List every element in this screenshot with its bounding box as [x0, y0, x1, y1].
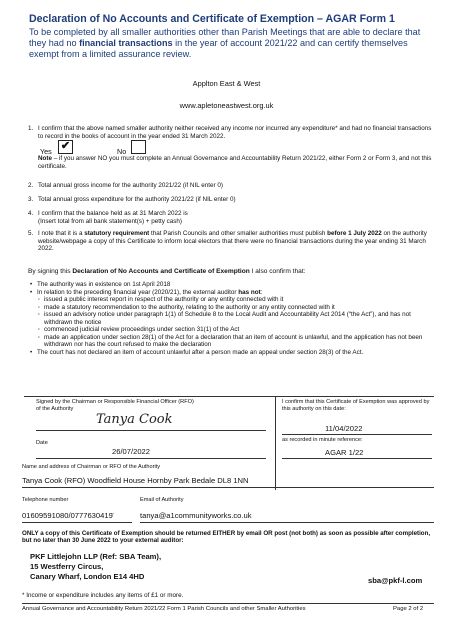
item-5-text [38, 230, 434, 253]
no-label: No [117, 147, 127, 156]
declaration-bullet-2 [30, 289, 434, 297]
signature-divider [275, 396, 276, 490]
auditor-line-1: PKF Littlejohn LLP (Ref: SBA Team), [30, 552, 162, 561]
intro-bold: financial transactions [79, 38, 173, 49]
auditor-email[interactable]: sba@pkf-l.com [368, 576, 423, 585]
item-5-part-b: that Parish Councils and other smaller authorities must publish [149, 230, 328, 237]
intro-part-2: in the year of account 2021/22 and can certify themselves exempt from a limited assurance review. [29, 38, 408, 60]
item-4-text [38, 210, 434, 225]
minute-label: as recorded in minute reference: [282, 437, 363, 443]
yes-checkbox[interactable] [58, 140, 73, 154]
bullet-2-colon: : [260, 288, 263, 296]
signature-top-rule [24, 396, 434, 397]
sub-bullet-5: · made an application under section 28(1) of the Act for a declaration that an item of account is unlawful, and the application has not been withdrawn nor has the court refused to make the declaration [30, 334, 434, 349]
return-instructions: ONLY a copy of this Certificate of Exemption should be returned EITHER by email OR post (not both) as soon as possible after completion, but no later than 30 June 2022 to your external auditor: [22, 530, 431, 545]
intro-text [29, 27, 429, 61]
item-3-number: 3. [28, 196, 34, 203]
item-5-part-c: on the authority website/webpage a copy of this Certificate to inform local electors that there were no financial transactions during the year ending 31 March 2022. [38, 230, 427, 252]
name-address-value: Tanya Cook (RFO) Woodfield House Hornby Park Bedale DL8 1NN [22, 476, 249, 485]
date-label: Date [36, 440, 48, 446]
email-value: tanya@a1communityworks.co.uk [140, 511, 252, 520]
email-label: Email of Authority [140, 497, 184, 503]
phone-label: Telephone number [22, 497, 69, 503]
note-text: – if you answer NO you must complete an Annual Governance and Accountability Return 2021/22, either Form 2 or Form 3, and not this certificate. [38, 155, 432, 170]
footer-left: Annual Governance and Accountability Return 2021/22 Form 1 Parish Councils and other Smaller Authorities [22, 606, 306, 612]
item-4-line-1: I confirm that the balance held as at 31 March 2022 is [38, 210, 188, 217]
approval-date: 11/04/2022 [325, 424, 363, 433]
email-line [140, 522, 434, 523]
minute-ref: AGAR 1/22 [325, 448, 364, 457]
date-value: 26/07/2022 [112, 447, 151, 456]
item-5-number: 5. [28, 230, 34, 237]
authority-name: Applton East & West [192, 79, 261, 88]
declaration-lead-1: By signing this [28, 268, 73, 275]
item-5-part-a: I note that it is a [38, 230, 85, 237]
item-3-text: Total annual gross expenditure for the authority 2021/22 (if NIL enter 0) [38, 196, 236, 203]
item-4-number: 4. [28, 210, 34, 217]
sub-bullet-4: · commenced judicial review proceedings under section 31(1) of the Act [30, 326, 434, 334]
auditor-address [30, 552, 161, 583]
bullet-2-bold: has not [238, 288, 261, 296]
name-address-label: Name and address of Chairman or RFO of the Authority [22, 464, 161, 470]
footnote: * Income or expenditure includes any items of £1 or more. [22, 592, 184, 599]
item-2-text: Total annual gross income for the authority 2021/22 (if NIL enter 0) [38, 182, 223, 189]
sub-bullet-1: · issued a public interest report in respect of the authority or any entity connected with it [30, 296, 434, 304]
auditor-line-3: Canary Wharf, London E14 4HD [30, 572, 145, 582]
approval-label: I confirm that this Certificate of Exemption was approved by this authority on this date: [282, 399, 430, 412]
phone-line [22, 522, 132, 523]
auditor-line-2: 15 Westferry Circus, [30, 562, 104, 572]
sub-bullet-2: · made a statutory recommendation to the authority, relating to the authority or any entity connected with it [30, 304, 434, 312]
declaration-lead [28, 268, 434, 276]
yesno-note [38, 155, 434, 170]
item-1-text: I confirm that the above named smaller authority neither received any income nor incurred any expenditure* and had no financial transactions to record in the books of account in the year ended 31 March 2022. [38, 125, 432, 140]
footer-page: Page 2 of 2 [393, 606, 424, 612]
item-2-number: 2. [28, 182, 34, 189]
signed-label: Signed by the Chairman or Responsible Financial Officer (RFO) of the Authority [36, 399, 194, 412]
approval-line [282, 434, 432, 435]
item-1-number: 1. [28, 125, 34, 132]
page-title: Declaration of No Accounts and Certificate of Exemption – AGAR Form 1 [29, 13, 395, 25]
authority-website: www.apletoneastwest.org.uk [179, 101, 274, 110]
declaration-bullet-1: • The authority was in existence on 1st April 2018 [30, 281, 434, 289]
declaration-bullet-3: • The court has not declared an item of account unlawful after a person made an appeal under section 28(3) of the Act. [30, 349, 434, 357]
yes-label: Yes [40, 147, 52, 156]
date-line [36, 458, 266, 459]
signature-line [36, 430, 266, 431]
item-4-line-2: (Insert total from all bank statement(s) + petty cash) [38, 217, 183, 225]
bullet-2-text: In relation to the preceding financial year (2020/21), the external auditor [37, 288, 239, 296]
item-5-bold-1: statutory requirement [84, 230, 150, 237]
name-address-line [22, 487, 434, 488]
minute-line [282, 458, 432, 459]
item-5-bold-2: before 1 July 2022 [327, 230, 382, 237]
phone-value: 01609591080/0777630419̈ [22, 511, 113, 520]
item-1 [28, 125, 434, 143]
signature: Tanya Cook [96, 412, 173, 427]
sub-bullet-3: · issued an advisory notice under paragraph 1(1) of Schedule 8 to the Local Audit and Accountability Act 2014 (“the Act”), and has not withdrawn the notice [30, 311, 434, 326]
check-mark-icon: ✔ [60, 140, 71, 152]
footer-rule [22, 603, 434, 604]
no-checkbox[interactable] [131, 140, 146, 154]
declaration-lead-2: I also confirm that: [249, 268, 306, 275]
note-bold: Note [38, 155, 52, 162]
declaration-list [30, 281, 434, 356]
intro-part-1: To be completed by all smaller authorities other than Parish Meetings that are able to declare that they had no [29, 27, 421, 49]
declaration-lead-bold: Declaration of No Accounts and Certificate of Exemption [72, 268, 250, 275]
